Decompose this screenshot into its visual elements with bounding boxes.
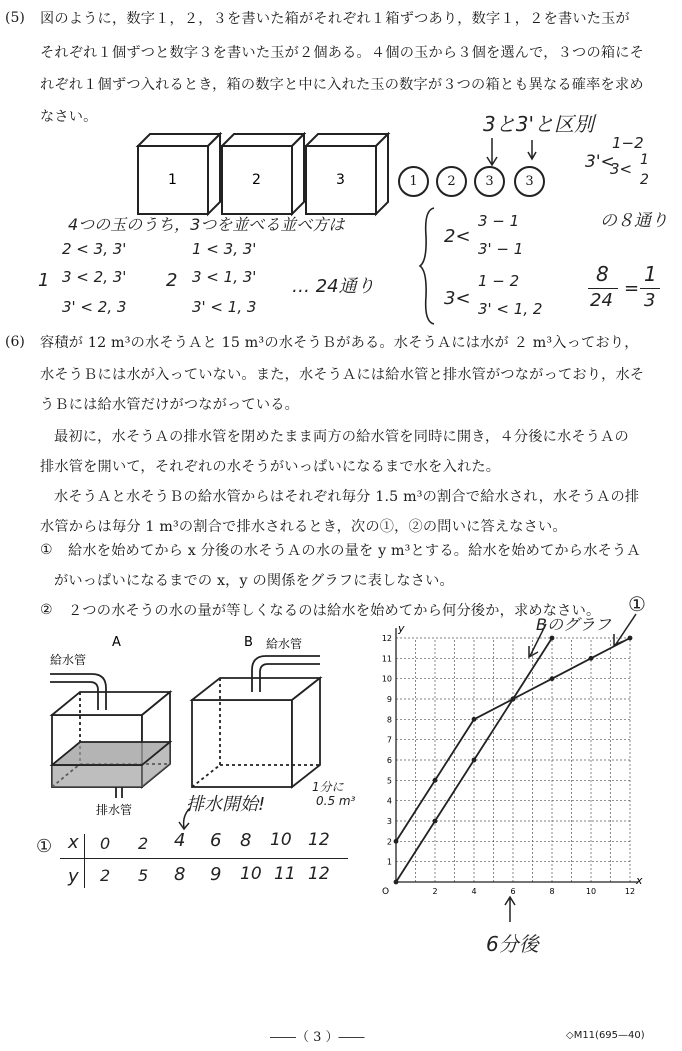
table-x-4: 4 (174, 830, 186, 851)
page-number: ――（ 3 ）―― (270, 1030, 365, 1045)
y-tick-label: 4 (386, 796, 392, 806)
question-6-line-7: 水管からは毎分 1 m³の割合で排水されるとき，次の①，②の問いに答えなさい。 (40, 519, 567, 535)
note-eight-ways: の８通り (600, 211, 668, 231)
note-arrows (480, 136, 550, 168)
ball-1: 1 (398, 166, 429, 197)
question-5-number: (5) (5, 10, 25, 26)
table-x-6: 6 (210, 830, 222, 851)
note-b-graph: Bのグラフ (536, 615, 611, 634)
note-fraction-numerator: 8 (596, 262, 609, 286)
note-tree-top-root-a: 3'< (585, 152, 615, 172)
table-x-10: 10 (270, 830, 292, 850)
x-tick-label: 8 (549, 887, 555, 896)
y-tick-label: 7 (386, 735, 392, 745)
ball-3: 3 (474, 166, 505, 197)
tank-a-outlet-label: 排水管 (96, 803, 133, 817)
y-tick-label: 2 (386, 837, 392, 847)
question-5-line-1: 図のように，数字１，２，３を書いた箱がそれぞれ１箱ずつあり，数字１，２を書いた玉が (40, 11, 630, 27)
question-6-line-1: 容積が 12 m³の水そうＡと 15 m³の水そうＢがある。水そうＡには水が ２ m³入っており， (40, 335, 639, 351)
y-tick-label: 3 (386, 817, 392, 826)
table-y-6: 9 (210, 864, 222, 885)
box-1-label: 1 (168, 172, 177, 188)
note-case2-b: 3' − 1 (478, 240, 524, 258)
note-drain-open: 排水開始! (186, 794, 266, 815)
note-per-minute-2: 0.5 m³ (316, 794, 356, 808)
data-point-series-1 (433, 778, 438, 783)
ball-3-second: 3 (514, 166, 545, 197)
table-x-header: x (68, 832, 79, 853)
sub-question-1-line-1: 給水を始めてから x 分後の水そうＡの水の量を y m³とする。給水を始めてから水そうＡ (68, 543, 641, 559)
note-tree1-branch-1: 2 < 3, 3' (62, 240, 127, 258)
note-tree-top-c: 2 (640, 172, 649, 188)
note-graph-arrows (510, 596, 650, 666)
y-tick-label: 8 (386, 715, 392, 725)
table-x-8: 8 (240, 830, 252, 851)
question-6-line-3: うＢには給水管だけがつながっている。 (40, 397, 299, 413)
table-x-0: 0 (100, 834, 111, 853)
question-6-line-6: 水そうＡと水そうＢの給水管からはそれぞれ毎分 1.5 m³の割合で給水され，水そうＡの排 (54, 489, 640, 505)
ball-2: 2 (436, 166, 467, 197)
tank-b-label: B (244, 635, 253, 650)
tank-b-inlet-label: 給水管 (266, 637, 303, 651)
y-tick-label: 9 (386, 695, 392, 704)
exam-code: ◇M11(695—40) (566, 1030, 645, 1041)
note-answer: 6分後 (486, 932, 539, 956)
note-case2-root: 2< (444, 226, 471, 247)
table-marker: ① (36, 836, 53, 857)
table-x-12: 12 (308, 830, 330, 850)
note-tree2-branch-2: 3 < 1, 3' (192, 268, 257, 286)
data-point-series-1 (550, 676, 555, 681)
note-fraction-equals: = (624, 278, 640, 299)
data-point-series-1 (394, 839, 399, 844)
question-5-line-2: それぞれ１個ずつと数字３を書いた玉が２個ある。４個の玉から３個を選んで，３つの箱にそ (40, 45, 644, 61)
data-point-series-1 (472, 717, 477, 722)
note-brace (418, 206, 438, 326)
note-result-bar (640, 288, 660, 289)
note-case2-a: 3 − 1 (478, 212, 520, 230)
y-tick-label: 11 (381, 654, 392, 664)
note-case3-a: 1 − 2 (478, 272, 520, 290)
note-tree-top-b: 1 (640, 152, 649, 168)
x-tick-label: 10 (585, 887, 597, 896)
y-tick-label: 1 (386, 857, 392, 867)
sub-question-1-line-2: がいっぱいになるまでの x，y の関係をグラフに表しなさい。 (54, 573, 454, 589)
question-6-number: (6) (5, 334, 25, 350)
tank-a-label: A (112, 635, 121, 650)
question-6-line-2: 水そうＢには水が入っていない。また，水そうＡには給水管と排水管がつながっており，水そ (40, 367, 645, 383)
note-fraction-denominator: 24 (590, 290, 613, 311)
origin-label: O (382, 887, 390, 897)
data-point-series-2 (394, 880, 399, 885)
note-case3-b: 3' < 1, 2 (478, 300, 543, 318)
sub-question-2-number: ② (40, 602, 53, 618)
y-tick-label: 12 (381, 634, 392, 643)
note-tree-top-root-b: 3< (610, 160, 633, 178)
note-arrange-title: 4つの玉のうち，3つを並べる並べ方は (68, 215, 345, 234)
note-tree1-branch-3: 3' < 2, 3 (62, 298, 127, 316)
note-graph-circle-one: ① (628, 592, 646, 616)
note-tree2-root: 2 (166, 270, 178, 291)
box-3-label: 3 (336, 172, 345, 188)
y-tick-label: 10 (381, 674, 392, 684)
data-point-series-2 (433, 819, 438, 824)
note-drain-arrow (176, 806, 196, 832)
y-tick-label: 5 (386, 776, 392, 786)
sub-question-1-number: ① (40, 542, 53, 558)
note-case3-root: 3< (444, 288, 471, 309)
tank-a-inlet-label: 給水管 (50, 653, 87, 667)
table-vertical-rule (84, 834, 85, 888)
note-tree-top-a: 1−2 (612, 134, 644, 152)
x-tick-label: 4 (471, 887, 477, 896)
table-y-8: 10 (240, 864, 262, 884)
table-y-10: 11 (274, 864, 296, 884)
data-point-series-2 (511, 697, 516, 702)
question-5-line-4: なさい。 (40, 109, 98, 125)
x-tick-label: 2 (432, 887, 438, 896)
note-per-minute-1: 1分に (312, 780, 344, 794)
note-fraction-bar (588, 288, 618, 289)
y-axis-label: y (398, 622, 405, 635)
y-tick-label: 6 (386, 756, 392, 765)
table-y-12: 12 (308, 864, 330, 884)
question-5-line-3: れぞれ１個ずつ入れるとき，箱の数字と中に入れた玉の数字が３つの箱とも異なる確率を求め (40, 77, 644, 93)
question-6-line-4: 最初に，水そうＡの排水管を閉めたまま両方の給水管を同時に開き，４分後に水そうＡの (54, 429, 629, 445)
x-axis-label: x (636, 874, 643, 887)
note-result-denominator: 3 (644, 290, 656, 311)
table-y-header: y (68, 866, 79, 887)
note-24-ways: … 24通り (292, 276, 375, 297)
numbered-boxes-figure (130, 132, 410, 217)
note-answer-arrow (500, 894, 520, 924)
question-6-line-5: 排水管を開いて，それぞれの水そうがいっぱいになるまで水を入れた。 (40, 459, 501, 475)
note-tree1-root: 1 (38, 270, 50, 291)
table-y-4: 8 (174, 864, 186, 885)
x-tick-label: 6 (510, 887, 516, 896)
note-result-numerator: 1 (644, 262, 657, 286)
note-tree2-branch-1: 1 < 3, 3' (192, 240, 257, 258)
table-y-2: 5 (138, 866, 149, 885)
x-tick-label: 12 (624, 887, 636, 896)
note-distinguish: 3と3'と区別 (483, 112, 594, 136)
box-2-label: 2 (252, 172, 261, 188)
table-horizontal-rule (60, 858, 348, 859)
note-tree2-branch-3: 3' < 1, 3 (192, 298, 257, 316)
note-tree1-branch-2: 3 < 2, 3' (62, 268, 127, 286)
table-x-2: 2 (138, 834, 149, 853)
sub-question-2-text: ２つの水そうの水の量が等しくなるのは給水を始めてから何分後か，求めなさい。 (68, 603, 601, 619)
data-point-series-2 (472, 758, 477, 763)
table-y-0: 2 (100, 866, 111, 885)
